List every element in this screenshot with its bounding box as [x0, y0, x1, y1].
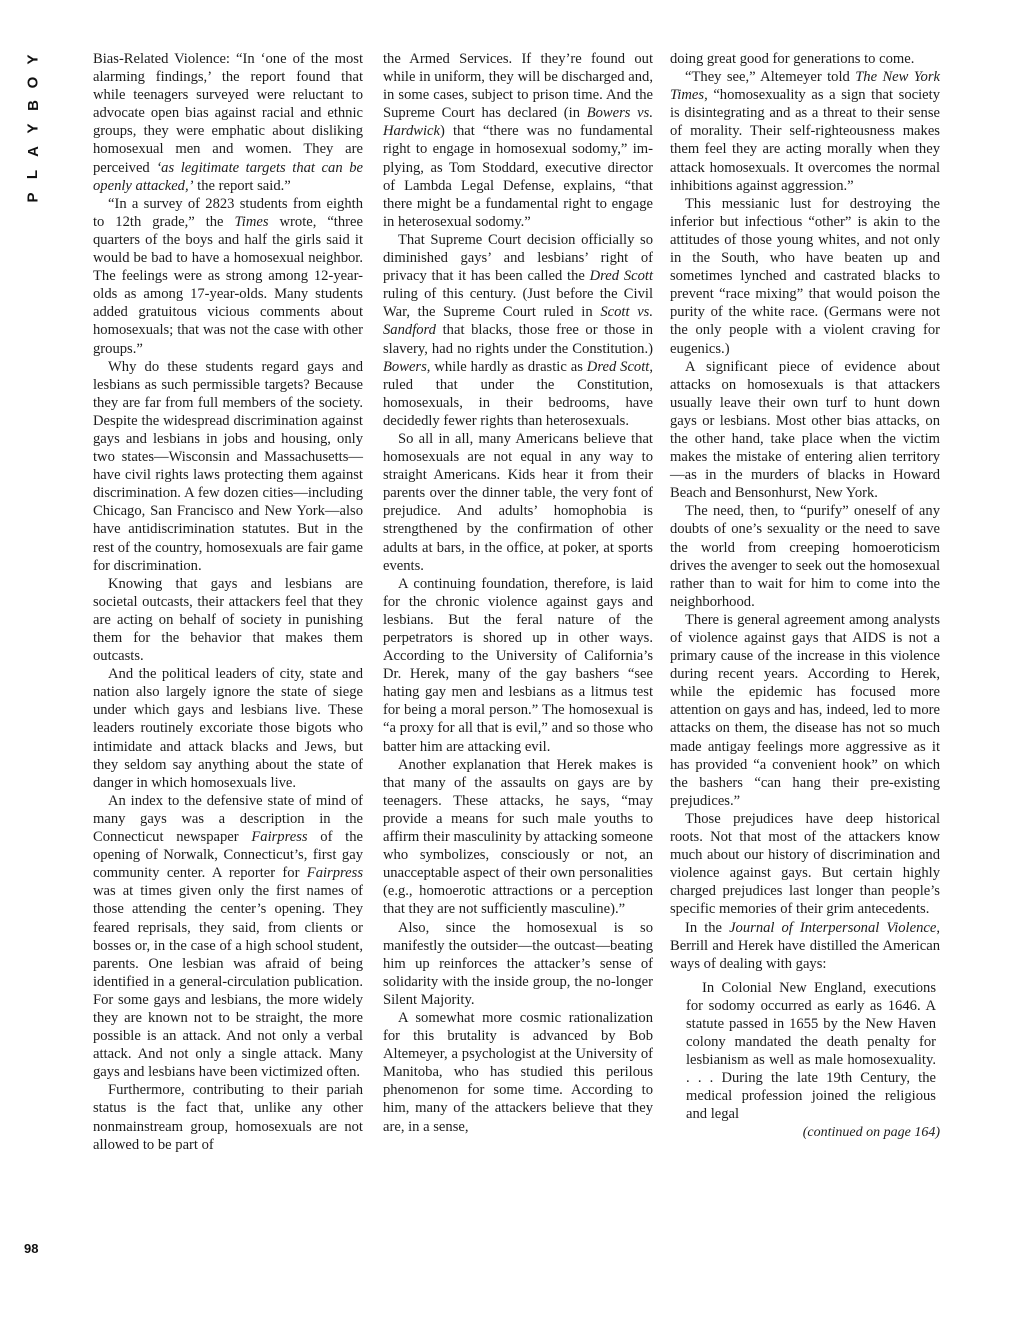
paragraph: Furthermore, contributing to their pariah status is the fact that, unlike any other nonmainstream group, homosexuals are not allowed to be part of [93, 1082, 363, 1153]
magazine-sidebar-logo [22, 48, 44, 209]
paragraph: So all in all, many Americans believe that homosexuals are not equal in any way to straight Americans. Kids hear it from their parents over the dinner table, the very font of prejudice. And adults’ homophobia is strengthened by the confirmation of other adults at bars, in the office, at poker, at sports events. [383, 430, 653, 574]
paragraph: In the Journal of Interpersonal Violence, Berrill and Herek have distilled the American ways of dealing with gays: [670, 919, 940, 972]
paragraph: A somewhat more cosmic rationalization for this brutality is advanced by Bob Altemeyer, a psychologist at the University of Manitoba, who has studied this perilous phenomenon for some time. According to him, many of the attackers believe that they are, in a sense, [383, 1009, 653, 1135]
paragraph: Why do these students regard gays and lesbians as such permissible targets? Because they are far from full members of the society. Despite the widespread discrimination against gays and lesbians in jobs and housing, only two states—Wisconsin and Massachusetts—have civil rights laws protecting them against discrimination. A few dozen cities—including Chicago, San Francisco and New York—also have antidiscrimination statutes. But in the rest of the country, homosexuals are fair game for discrimination. [93, 358, 363, 574]
sidebar-letter: O [24, 76, 42, 89]
continued-on-page: (continued on page 164) [802, 1124, 940, 1140]
paragraph: “They see,” Altemeyer told The New York Times, “homosexuality as a sign that society is disintegrating and as a threat to their sense of morality. Their self-righteousness makes them feel they are acting morally when they attack homosexuals. It overcomes the normal inhibitions against aggression.” [670, 69, 940, 194]
paragraph: doing great good for generations to come. [670, 51, 915, 67]
sidebar-letter: P [24, 192, 42, 203]
paragraph: A continuing foundation, therefore, is laid for the chronic violence against gays and lesbians. But the feral nature of the perpetrators is shored up in other ways. According to the University of California’s Dr. Herek, many of the gay bashers “see hating gay men and lesbians as a litmus test for being a moral person.” The homosexual is “a proxy for all that is evil,” and so those who batter him are attacking evil. [383, 575, 653, 755]
text-column-1 [93, 50, 363, 1154]
paragraph: Bias-Related Violence: “In ‘one of the most alarming findings,’ the report found that while teenagers surveyed were reluctant to advocate open bias against racial and ethnic groups, they were emphatic about disliking homosexual men and women. They are perceived ‘as legitimate targets that can be openly attacked,’ the report said.” [93, 51, 363, 194]
sidebar-letter: Y [24, 123, 42, 134]
paragraph: There is general agreement among analysts of violence against gays that AIDS is not a primary cause of the increase in this violence during recent years. According to Herek, while the epidemic has focused more attention on gays and has, indeed, led to more attacks on them, the disease has not so much made antigay feelings more aggressive as it has provided “a convenient hook” on which the bashers “can hang their pre-existing prejudices.” [670, 611, 940, 809]
sidebar-letter: A [24, 146, 42, 157]
sidebar-letter: B [24, 100, 42, 111]
paragraph: An index to the defensive state of mind of many gays was a description in the Connecticut newspaper Fairpress of the opening of Norwalk, Connecticut’s, first gay community center. A reporter for Fairpress was at times given only the first names of those attending the center’s opening. They feared reprisals, they said, from clients or bosses or, in the case of a high school student, parents. One lesbian was afraid of being identified in a general-circulation publication. For some gays and lesbians, the more widely they are known not to be straight, the more possible is an attack. And not only a verbal attack. And not only a single attack. Many gays and lesbians have been victimized often. [93, 792, 363, 1081]
page-number: 98 [24, 1241, 39, 1256]
sidebar-letter: Y [24, 54, 42, 65]
sidebar-letter: L [24, 169, 42, 180]
paragraph: Also, since the homosexual is so manifestly the outsider—the outcast—beating him up reinforces the attacker’s sense of solidarity with the inside group, the no-longer Silent Majority. [383, 919, 653, 1008]
block-quote: In Colonial New England, executions for sodomy occurred as early as 1646. A statute passed in 1655 by the New Haven colony mandated the death penalty for lesbianism as well as male homosexuality. . . . During the late 19th Century, the medical profession joined the religious and legal [686, 979, 936, 1123]
paragraph: This messianic lust for destroying the inferior but infectious “other” is akin to the attitudes of those young whites, and not only in the South, who have beaten up and sometimes lynched and castrated blacks to prevent “race mixing” that would poison the purity of the white race. (Germans were not the only people with a violent craving for eugenics.) [670, 195, 940, 357]
paragraph: A significant piece of evidence about attacks on homosexuals is that attackers usually leave their own turf to hunt down gays or lesbians. Most other bias attacks, on the other hand, take place when the victim makes the mistake of entering alien territory—as in the murders of blacks in Howard Beach and Bensonhurst, New York. [670, 358, 940, 502]
paragraph: Knowing that gays and lesbians are societal outcasts, their attackers feel that they are acting on behalf of society in punishing them for the behavior that makes them outcasts. [93, 575, 363, 665]
text-column-3 [670, 50, 940, 1142]
paragraph: Those prejudices have deep historical roots. Not that most of the attackers know much about our history of discrimination and violence against gays. But certain highly charged prejudices last longer than people’s specific memories of their grim antecedents. [670, 810, 940, 918]
paragraph: the Armed Services. If they’re found out while in uniform, they will be discharged and, in some cases, subject to prison time. And the Supreme Court has declared (in Bowers vs. Hardwick) that “there was no fundamental right to engage in homosexual sodomy,” implying, as Tom Stoddard, executive director of Lambda Legal Defense, explains, “that there might be a fundamental right to engage in heterosexual sodomy.” [383, 51, 653, 230]
paragraph: And the political leaders of city, state and nation also largely ignore the state of siege under which gays and lesbians live. These leaders routinely excoriate those bigots who intimidate and attack blacks and Jews, but they seldom say anything about the state of danger in which homosexuals live. [93, 666, 363, 791]
paragraph: Another explanation that Herek makes is that many of the assaults on gays are by teenagers. These attacks, he says, “may provide a means for such male youths to affirm their masculinity by attacking someone who symbolizes, consciously or not, an unacceptable aspect of their own personalities (e.g., homoerotic attractions or a perception that they are not sufficiently masculine).” [383, 756, 653, 918]
paragraph: That Supreme Court decision officially so diminished gays’ and lesbians’ right of privacy that it has been called the Dred Scott ruling of this century. (Just before the Civil War, the Supreme Court ruled in Scott vs. Sandford that blacks, those free or those in slavery, had no rights under the Constitution.) Bowers, while hardly as drastic as Dred Scott, ruled that under the Constitution, homosexuals, in their bedrooms, have decidedly fewer rights than heterosexuals. [383, 231, 654, 429]
paragraph: “In a survey of 2823 students from eighth to 12th grade,” the Times wrote, “three quarters of the boys and half the girls said it would be bad to have a homosexual neighbor. The feelings were as strong among 12-year-olds as among 17-year-olds. Many students added gratuitous vicious comments about homosexuals; that was not the case with other groups.” [93, 195, 363, 357]
text-column-2 [383, 50, 653, 1136]
paragraph: The need, then, to “purify” oneself of any doubts of one’s sexuality or the need to save the world from creeping homoeroticism drives the avenger to seek out the homosexual rather than to wait for him to come into the neighborhood. [670, 503, 940, 610]
